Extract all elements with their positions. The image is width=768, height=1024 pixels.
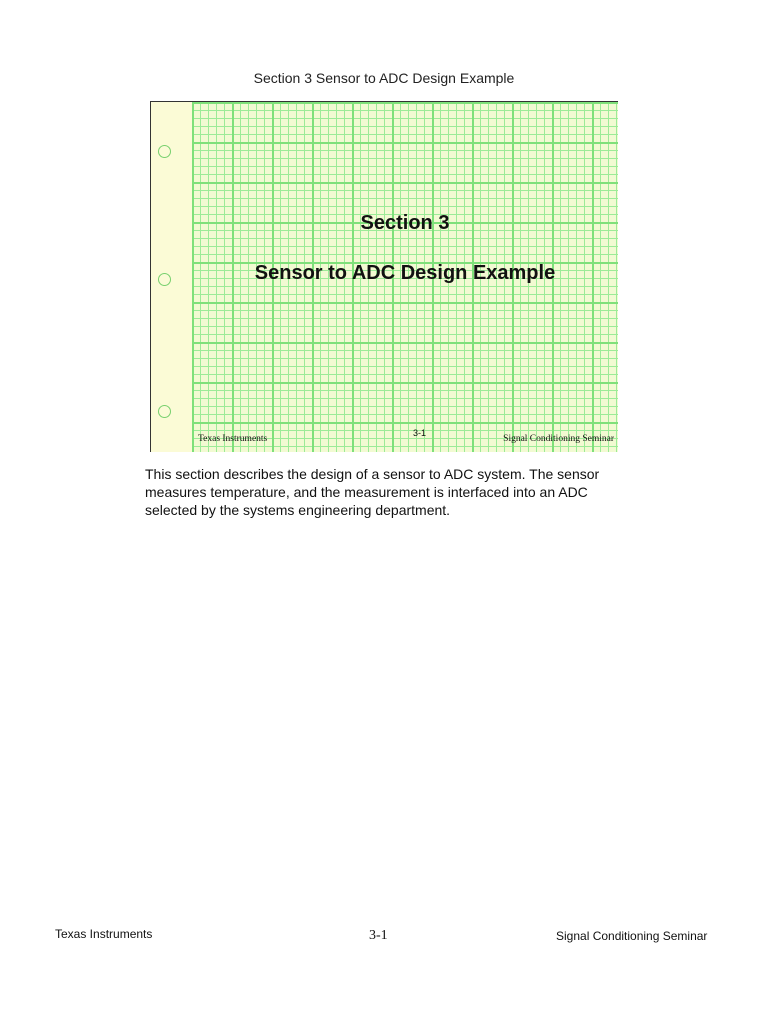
footer-left: Texas Instruments	[55, 927, 153, 941]
footer-page-number: 3-1	[369, 928, 388, 943]
binder-hole-icon	[158, 145, 171, 158]
slide-image	[150, 101, 618, 452]
slide-margin-strip	[151, 102, 192, 452]
slide-subtitle: Sensor to ADC Design Example	[254, 262, 556, 284]
footer-right: Signal Conditioning Seminar	[556, 929, 708, 943]
slide-footer-left: Texas Instruments	[198, 434, 268, 444]
body-paragraph: This section describes the design of a sensor to ADC system. The sensor measures temperature, and the measurement is interfaced into an ADC selected by the systems engineering department.	[145, 466, 600, 518]
slide-title: Section 3	[360, 212, 450, 234]
slide-page-number: 3-1	[413, 428, 427, 438]
binder-hole-icon	[158, 273, 171, 286]
slide-footer-right: Signal Conditioning Seminar	[503, 434, 614, 444]
page-header: Section 3 Sensor to ADC Design Example	[253, 70, 515, 86]
binder-hole-icon	[158, 405, 171, 418]
